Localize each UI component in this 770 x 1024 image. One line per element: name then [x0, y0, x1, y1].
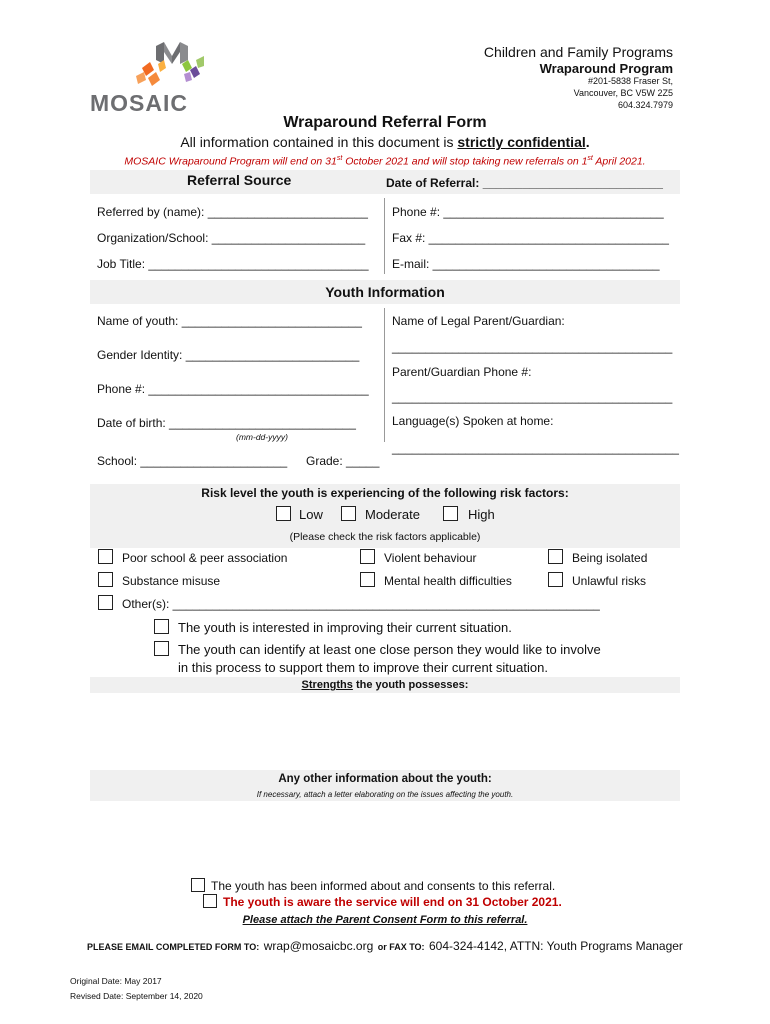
guardian-name-label: Name of Legal Parent/Guardian:: [392, 314, 565, 328]
organization-field[interactable]: Organization/School: _______________________: [97, 231, 366, 245]
fax-label: or FAX TO:: [377, 942, 425, 952]
email-label: PLEASE EMAIL COMPLETED FORM TO:: [87, 942, 260, 952]
risk-high-label: High: [468, 507, 495, 522]
program-name: Wraparound Program: [539, 61, 673, 76]
risk-moderate-checkbox[interactable]: [341, 506, 356, 521]
youth-info-heading: Youth Information: [325, 284, 445, 300]
notice-sup-2: st: [587, 155, 593, 162]
risk-low-label: Low: [299, 507, 323, 522]
risk-factor-hint: (Please check the risk factors applicable): [289, 531, 481, 543]
dob-format-hint: (mm-dd-yyyy): [236, 432, 288, 442]
other-info-answer-area[interactable]: [90, 802, 680, 874]
risk-low-checkbox[interactable]: [276, 506, 291, 521]
risk-high-checkbox[interactable]: [443, 506, 458, 521]
grade-field[interactable]: Grade: _____: [306, 454, 380, 468]
date-of-referral[interactable]: Date of Referral: ___________________________: [386, 176, 663, 190]
youth-phone-field[interactable]: Phone #: _________________________________: [97, 382, 369, 396]
notice-part-a: MOSAIC Wraparound Program will end on 31: [124, 155, 337, 168]
poor-school-label: Poor school & peer association: [122, 551, 288, 565]
date-of-birth-field[interactable]: Date of birth: ____________________________: [97, 416, 356, 430]
referral-divider: [384, 198, 385, 274]
interest-checkbox[interactable]: [154, 619, 169, 634]
job-title-field[interactable]: Job Title: _________________________________: [97, 257, 369, 271]
mosaic-logo-icon: [134, 42, 206, 88]
mental-health-label: Mental health difficulties: [384, 574, 512, 588]
language-field[interactable]: ___________________________________________: [392, 441, 679, 455]
being-isolated-label: Being isolated: [572, 551, 648, 565]
school-field[interactable]: School: ______________________: [97, 454, 288, 468]
other-risk-field[interactable]: Other(s): ________________________________________________________________: [122, 597, 600, 611]
strengths-answer-area[interactable]: [90, 694, 680, 770]
youth-name-field[interactable]: Name of youth: ___________________________: [97, 314, 362, 328]
risk-heading: Risk level the youth is experiencing of the following risk factors:: [201, 486, 569, 500]
aware-label: The youth is aware the service will end on 31 October 2021.: [223, 895, 562, 909]
referred-by-field[interactable]: Referred by (name): ________________________: [97, 205, 368, 219]
submission-fax: 604-324-4142, ATTN: Youth Programs Manager: [429, 939, 683, 953]
referrer-phone-field[interactable]: Phone #: _________________________________: [392, 205, 664, 219]
submission-line: [0, 937, 770, 955]
unlawful-risks-label: Unlawful risks: [572, 574, 647, 588]
close-person-label-2: in this process to support them to improve their current situation.: [178, 660, 548, 675]
other-info-hint: If necessary, attach a letter elaborating on the issues affecting the youth.: [256, 790, 514, 799]
end-notice: [0, 155, 770, 168]
attach-consent-note: Please attach the Parent Consent Form to this referral.: [242, 914, 528, 926]
guardian-phone-label: Parent/Guardian Phone #:: [392, 365, 532, 379]
confidential-emphasis: strictly confidential: [457, 134, 586, 150]
fax-field[interactable]: Fax #: ____________________________________: [392, 231, 669, 245]
original-date: Original Date: May 2017: [70, 976, 162, 986]
unlawful-risks-checkbox[interactable]: [548, 572, 563, 587]
header-phone: 604.324.7979: [617, 100, 673, 110]
notice-part-b: October 2021 and will stop taking new referrals on 1: [342, 155, 588, 168]
other-risk-checkbox[interactable]: [98, 595, 113, 610]
close-person-label-1: The youth can identify at least one close person they would like to involve: [178, 642, 601, 657]
violent-behaviour-label: Violent behaviour: [384, 551, 477, 565]
gender-identity-field[interactable]: Gender Identity: __________________________: [97, 348, 360, 362]
interest-label: The youth is interested in improving their current situation.: [178, 620, 512, 635]
strengths-rest: the youth possesses:: [352, 679, 469, 691]
address-line-2: Vancouver, BC V5W 2Z5: [573, 88, 673, 98]
violent-behaviour-checkbox[interactable]: [360, 549, 375, 564]
substance-misuse-label: Substance misuse: [122, 574, 221, 588]
being-isolated-checkbox[interactable]: [548, 549, 563, 564]
form-title: Wraparound Referral Form: [283, 114, 487, 131]
consent-checkbox[interactable]: [191, 878, 205, 892]
confidential-suffix: .: [585, 134, 590, 150]
logo-wordmark: MOSAIC: [90, 90, 188, 116]
address-line-1: #201-5838 Fraser St,: [587, 76, 673, 86]
referral-source-heading: Referral Source: [187, 172, 292, 188]
consent-label: The youth has been informed about and consents to this referral.: [211, 879, 556, 893]
confidential-prefix: All information contained in this document is: [180, 134, 458, 150]
guardian-name-field[interactable]: __________________________________________: [392, 340, 673, 354]
mental-health-checkbox[interactable]: [360, 572, 375, 587]
close-person-checkbox[interactable]: [154, 641, 169, 656]
revised-date: Revised Date: September 14, 2020: [70, 991, 203, 1001]
poor-school-checkbox[interactable]: [98, 549, 113, 564]
strengths-emphasis: Strengths: [301, 679, 353, 691]
notice-sup-1: st: [336, 155, 343, 162]
youth-divider: [384, 308, 385, 442]
org-line: Children and Family Programs: [483, 44, 673, 60]
guardian-phone-field[interactable]: __________________________________________: [392, 390, 673, 404]
substance-misuse-checkbox[interactable]: [98, 572, 113, 587]
risk-moderate-label: Moderate: [365, 507, 420, 522]
email-field[interactable]: E-mail: __________________________________: [392, 257, 660, 271]
submission-email[interactable]: wrap@mosaicbc.org: [263, 939, 374, 953]
other-info-heading: Any other information about the youth:: [278, 773, 492, 785]
aware-checkbox[interactable]: [203, 894, 217, 908]
language-label: Language(s) Spoken at home:: [392, 414, 554, 428]
notice-part-c: April 2021.: [592, 155, 646, 168]
strengths-heading: [0, 679, 770, 691]
confidential-line: [0, 134, 770, 150]
